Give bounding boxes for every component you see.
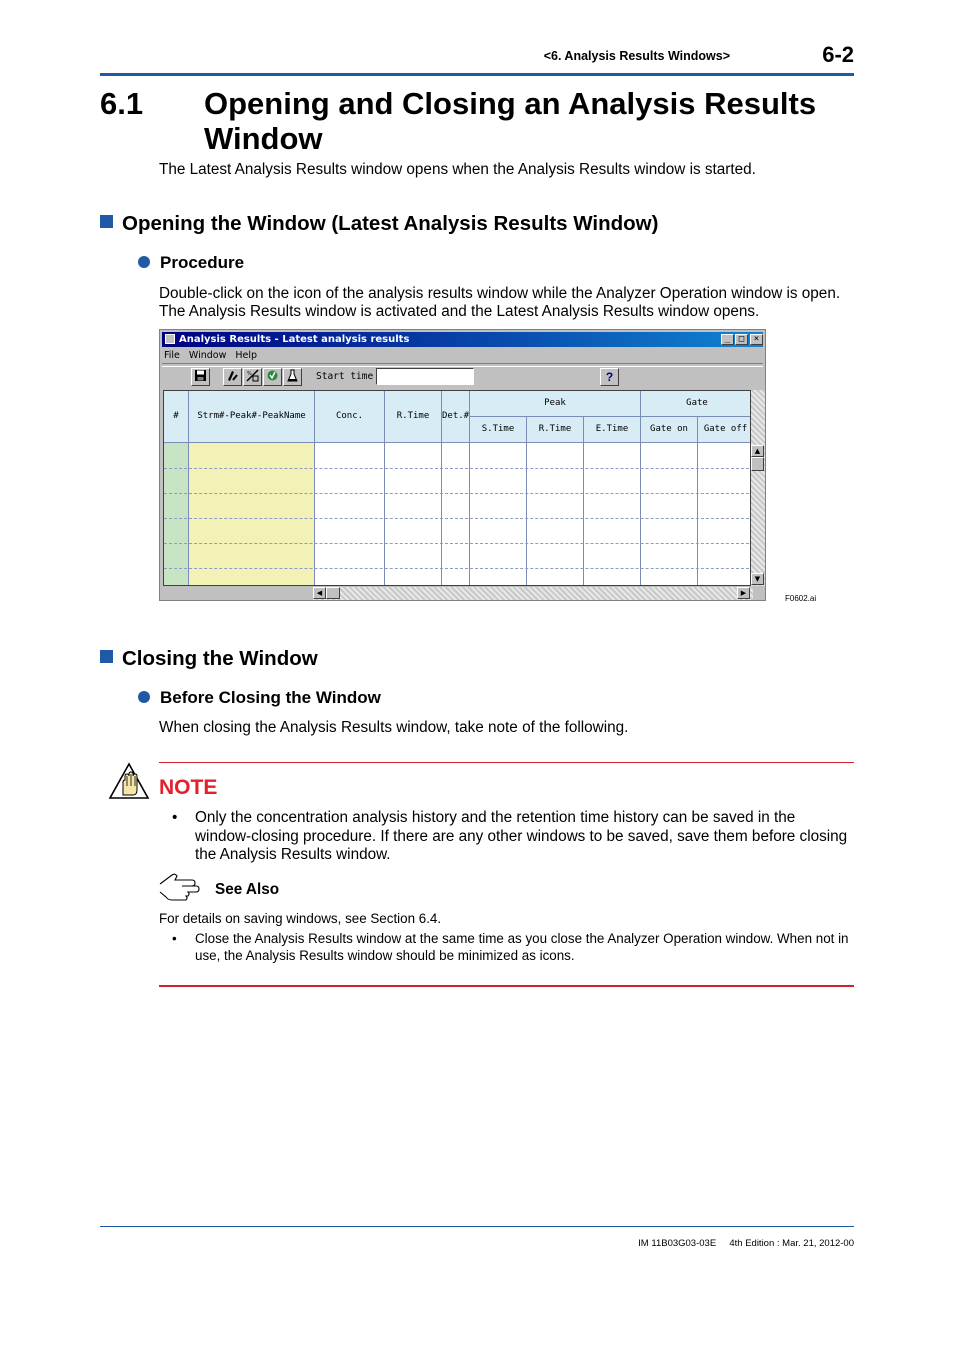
start-time-input[interactable]: [376, 368, 474, 385]
rtime-column-body: [385, 443, 442, 586]
page-number: 6-2: [822, 42, 854, 67]
opening-heading-text: Opening the Window (Latest Analysis Results Window): [122, 212, 659, 235]
conc-column-body: [315, 443, 385, 586]
before-closing-heading-text: Before Closing the Window: [160, 688, 381, 707]
peak-rtime-column-body: [527, 443, 584, 586]
pointing-hand-icon: [158, 872, 202, 911]
bullet-dot: •: [172, 931, 177, 946]
index-column-body: [164, 443, 189, 586]
flask-icon[interactable]: [283, 368, 302, 386]
start-time-label: Start time: [316, 371, 374, 382]
close-button[interactable]: ×: [750, 334, 763, 345]
name-column-body: [189, 443, 315, 586]
square-bullet-icon: [100, 215, 113, 228]
menu-bar: [164, 349, 266, 363]
tool-icon-2[interactable]: [243, 368, 262, 386]
col-header-name[interactable]: Strm#-Peak#-PeakName: [189, 391, 315, 443]
see-also-label: See Also: [215, 881, 280, 898]
running-header-chapter: <6. Analysis Results Windows>: [543, 49, 730, 63]
col-header-stime[interactable]: S.Time: [470, 417, 527, 443]
stime-column-body: [470, 443, 527, 586]
det-column-body: [442, 443, 470, 586]
col-header-det[interactable]: Det.#: [442, 391, 470, 443]
col-header-gate-on[interactable]: Gate on: [641, 417, 698, 443]
maximize-button[interactable]: □: [735, 334, 748, 345]
section-number: 6.1: [100, 86, 144, 121]
minimize-button[interactable]: _: [721, 334, 734, 345]
col-header-index[interactable]: #: [164, 391, 189, 443]
app-icon: [165, 334, 175, 344]
see-also-text: For details on saving windows, see Section 6.4.: [159, 911, 442, 926]
col-header-peak[interactable]: Peak: [470, 391, 641, 417]
vertical-scrollbar[interactable]: [751, 390, 765, 586]
before-closing-text: When closing the Analysis Results window, take note of the following.: [159, 719, 629, 736]
figure-label: F0602.ai: [785, 594, 817, 603]
footer-edition: 4th Edition : Mar. 21, 2012-00: [729, 1238, 854, 1249]
circle-bullet-icon: [138, 256, 150, 268]
tool-icon-3[interactable]: [263, 368, 282, 386]
col-header-etime[interactable]: E.Time: [584, 417, 641, 443]
note-bullet-1: Only the concentration analysis history and the retention time history can be saved in the window-closing procedure. If there are any other windows to be saved, save them before closing the Analysis Results window.: [195, 809, 848, 863]
row-divider: [164, 568, 751, 569]
closing-heading: [100, 647, 318, 671]
scroll-right-arrow-icon[interactable]: ▶: [737, 587, 750, 599]
square-bullet-icon: [100, 650, 113, 663]
col-header-gate-off[interactable]: Gate off: [698, 417, 751, 443]
row-divider: [164, 543, 751, 544]
col-header-rtime[interactable]: R.Time: [385, 391, 442, 443]
svg-text:%: %: [247, 371, 252, 377]
footer-rule: [100, 1226, 854, 1227]
footer-doc-id: IM 11B03G03-03E: [638, 1238, 717, 1249]
col-header-conc[interactable]: Conc.: [315, 391, 385, 443]
scroll-up-arrow-icon[interactable]: ▲: [751, 445, 764, 457]
gate-on-column-body: [641, 443, 698, 586]
note-bottom-rule: [159, 985, 854, 987]
bullet-dot: •: [172, 809, 178, 826]
procedure-heading: [138, 253, 244, 273]
col-header-gate[interactable]: Gate: [641, 391, 751, 417]
scroll-left-arrow-icon[interactable]: ◀: [313, 587, 326, 599]
note-bullet-2: Close the Analysis Results window at the same time as you close the Analyzer Operation window. When not in use, the Analysis Results window should be minimized as icons.: [195, 931, 849, 963]
results-grid[interactable]: [163, 390, 751, 586]
scroll-down-arrow-icon[interactable]: ▼: [751, 573, 764, 585]
section-title: Opening and Closing an Analysis Results Window: [204, 86, 817, 156]
analysis-results-window-figure: [159, 329, 766, 601]
tool-icon-1[interactable]: [223, 368, 242, 386]
gate-off-column-body: [698, 443, 751, 586]
window-titlebar: [162, 332, 763, 347]
closing-heading-text: Closing the Window: [122, 647, 318, 670]
footer: [560, 1238, 854, 1249]
circle-bullet-icon: [138, 691, 150, 703]
header-rule: [100, 73, 854, 76]
row-divider: [164, 493, 751, 494]
menu-file[interactable]: File: [164, 350, 180, 361]
note-top-rule: [159, 762, 854, 763]
window-title: Analysis Results - Latest analysis results: [179, 334, 410, 345]
procedure-heading-text: Procedure: [160, 253, 245, 272]
row-divider: [164, 468, 751, 469]
save-icon[interactable]: [191, 368, 210, 386]
procedure-text: Double-click on the icon of the analysis results window while the Analyzer Operation window is open. The Analysis Results window is activated and the Latest Analysis Results window opens.: [159, 285, 841, 320]
caution-hand-icon: [108, 762, 150, 805]
note-title: NOTE: [159, 776, 218, 799]
row-divider: [164, 518, 751, 519]
scroll-thumb[interactable]: [751, 457, 764, 471]
opening-heading: [100, 212, 658, 236]
before-closing-heading: [138, 688, 381, 708]
menu-window[interactable]: Window: [188, 350, 227, 361]
etime-column-body: [584, 443, 641, 586]
help-button[interactable]: ?: [600, 368, 619, 386]
col-header-peak-rtime[interactable]: R.Time: [527, 417, 584, 443]
horizontal-scrollbar[interactable]: [313, 587, 753, 600]
toolbar-separator: [162, 363, 763, 367]
section-intro: The Latest Analysis Results window opens when the Analysis Results window is started.: [159, 161, 756, 178]
menu-help[interactable]: Help: [235, 350, 258, 361]
hscroll-thumb[interactable]: [326, 587, 340, 599]
